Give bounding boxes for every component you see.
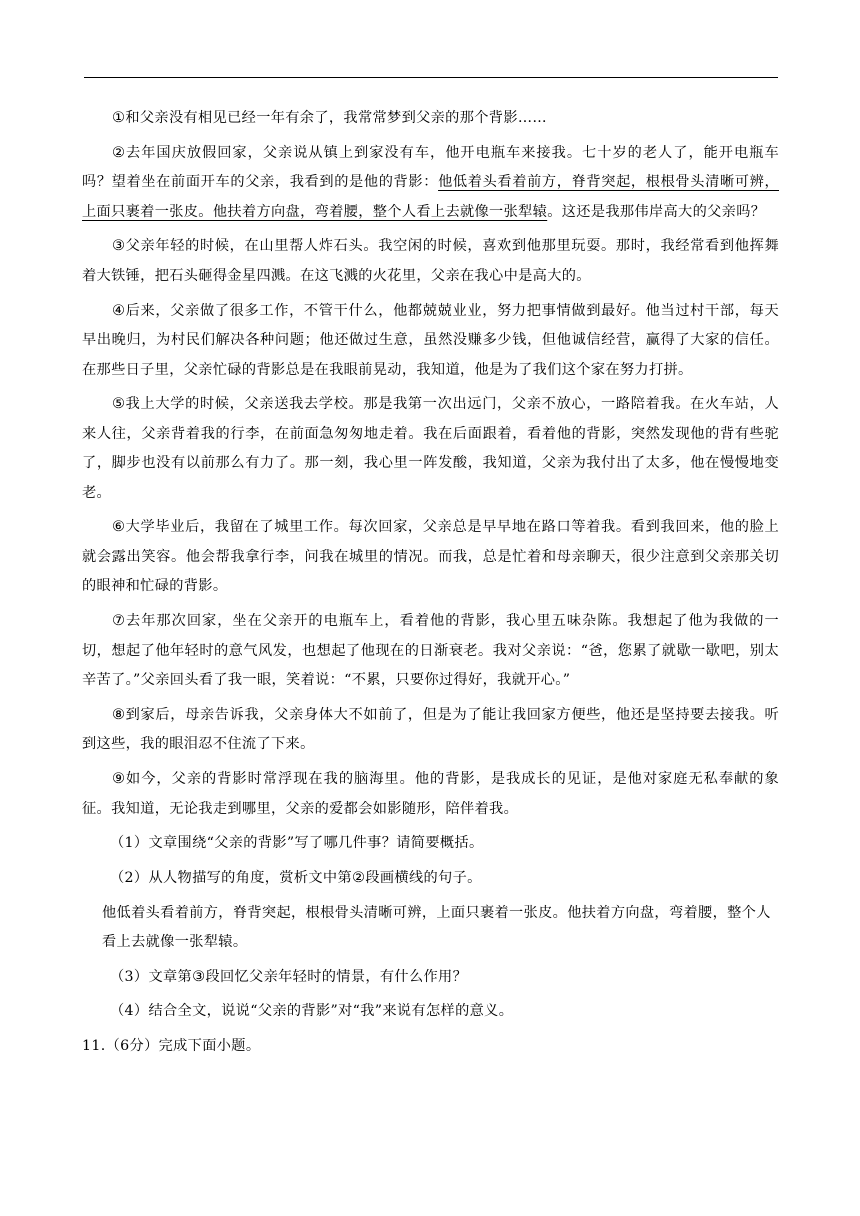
paragraph-text-end: 。这还是我那伟岸高大的父亲吗？: [547, 203, 766, 220]
paragraph-number: ⑤: [112, 396, 126, 413]
paragraph-5: [82, 390, 779, 508]
paragraph-text: 我上大学的时候，父亲送我去学校。那是我第一次出远门，父亲不放心，一路陪着我。在火车站，人来人往，父亲背着我的行李，在前面急匆匆地走着。我在后面跟着，看着他的背影，突然发现他的背有些驼了，脚步也没有以前那么有力了。那一刻，我心里一阵发酸，我知道，父亲为我付出了太多，他在慢慢地变老。: [82, 396, 779, 501]
paragraph-text: 大学毕业后，我留在了城里工作。每次回家，父亲总是早早地在路口等着我。看到我回来，他的脸上就会露出笑容。他会帮我拿行李，问我在城里的情况。而我，总是忙着和母亲聊天，很少注意到父亲那关切的眼神和忙碌的背影。: [82, 519, 779, 595]
paragraph-number: ①: [112, 110, 126, 126]
paragraph-text: 和父亲没有相见已经一年有余了，我常常梦到父亲的那个背影……: [125, 110, 547, 126]
paragraph-number: ⑧: [112, 706, 126, 723]
paragraph-number: ③: [112, 238, 126, 255]
paragraph-3: [82, 232, 779, 291]
paragraph-number: ④: [112, 302, 126, 319]
question-4: [82, 997, 779, 1027]
paragraph-6: [82, 513, 779, 602]
paragraph-7: [82, 607, 779, 696]
paragraph-text: 父亲年轻的时候，在山里帮人炸石头。我空闲的时候，喜欢到他那里玩耍。那时，我经常看到他挥舞着大铁锤，把石头砸得金星四溅。在这飞溅的火花里，父亲在我心中是高大的。: [82, 238, 779, 284]
question-3: [82, 963, 779, 993]
paragraph-2: [82, 139, 779, 228]
paragraph-text: 去年那次回家，坐在父亲开的电瓶车上，看着他的背影，我心里五味杂陈。我想起了他为我做的一切，想起了他年轻时的意气风发，也想起了他现在的日渐衰老。我对父亲说：“爸，您累了就歇一歇吧，别太辛苦了。”父亲回头看了我一眼，笑着说：“不累，只要你过得好，我就开心。”: [82, 613, 779, 689]
next-question-heading: [82, 1032, 779, 1062]
question-text-end: 段回忆父亲年轻时的情景，有什么作用？: [205, 968, 468, 985]
paragraph-reference: ②: [351, 869, 366, 886]
paragraph-number: ⑦: [112, 613, 127, 630]
paragraph-text: 到家后，母亲告诉我，父亲身体大不如前了，但是为了能让我回家方便些，他还是坚持要去接我。听到这些，我的眼泪忍不住流了下来。: [82, 706, 779, 753]
paragraph-text: 如今，父亲的背影时常浮现在我的脑海里。他的背影，是我成长的见证，是他对家庭无私奉献的象征。我知道，无论我走到哪里，父亲的爱都会如影随形，陪伴着我。: [82, 771, 779, 817]
paragraph-reference: ③: [192, 968, 206, 985]
quoted-sentence-text: 他低着头看着前方，脊背突起，根根骨头清晰可辨，上面只裹着一张皮。他扶着方向盘，弯着腰，整个人看上去就像一张犁辕。: [102, 904, 771, 951]
paragraph-number: ②: [112, 144, 127, 161]
header-rule: [84, 77, 778, 78]
question-heading-text: 11.（6分）完成下面小题。: [82, 1038, 261, 1055]
reading-passage: [82, 104, 779, 1062]
paragraph-text: 去年国庆放假回家，父亲说从镇上到家没有车，他开电瓶车来接我。七十岁的老人了，能开电瓶车吗？望着坐在前面开车的父亲，我看到的是他的背影：: [82, 144, 779, 191]
quoted-sentence: [82, 899, 779, 958]
underlined-sentence: 他低着头看着前方，脊背突起，根根骨头清晰可辨，上面只裹着一张皮。他扶着方向盘，弯着腰，整个人看上去就像一张犁辕: [82, 174, 779, 220]
question-text: （3）文章第: [110, 968, 193, 985]
paragraph-4: [82, 297, 779, 386]
paragraph-text: 后来，父亲做了很多工作，不管干什么，他都兢兢业业，努力把事情做到最好。他当过村干部，每天早出晚归，为村民们解决各种问题；他还做过生意，虽然没赚多少钱，但他诚信经营，赢得了大家的信任。在那些日子里，父亲忙碌的背影总是在我眼前晃动，我知道，他是为了我们这个家在努力打拼。: [82, 302, 779, 378]
question-text: （4）结合全文，说说“父亲的背影”对“我”来说有怎样的意义。: [110, 1003, 514, 1020]
question-text: （2）从人物描写的角度，赏析文中第: [110, 869, 352, 886]
question-text-end: 段画横线的句子。: [365, 869, 482, 886]
paragraph-1: [82, 104, 779, 134]
paragraph-number: ⑥: [112, 519, 126, 536]
paragraph-9: [82, 765, 779, 824]
paragraph-8: [82, 701, 779, 760]
paragraph-number: ⑨: [112, 771, 127, 787]
question-1: [82, 829, 779, 859]
question-text: （1）文章围绕“父亲的背影”写了哪几件事？请简要概括。: [110, 835, 484, 852]
question-2: [82, 864, 779, 894]
